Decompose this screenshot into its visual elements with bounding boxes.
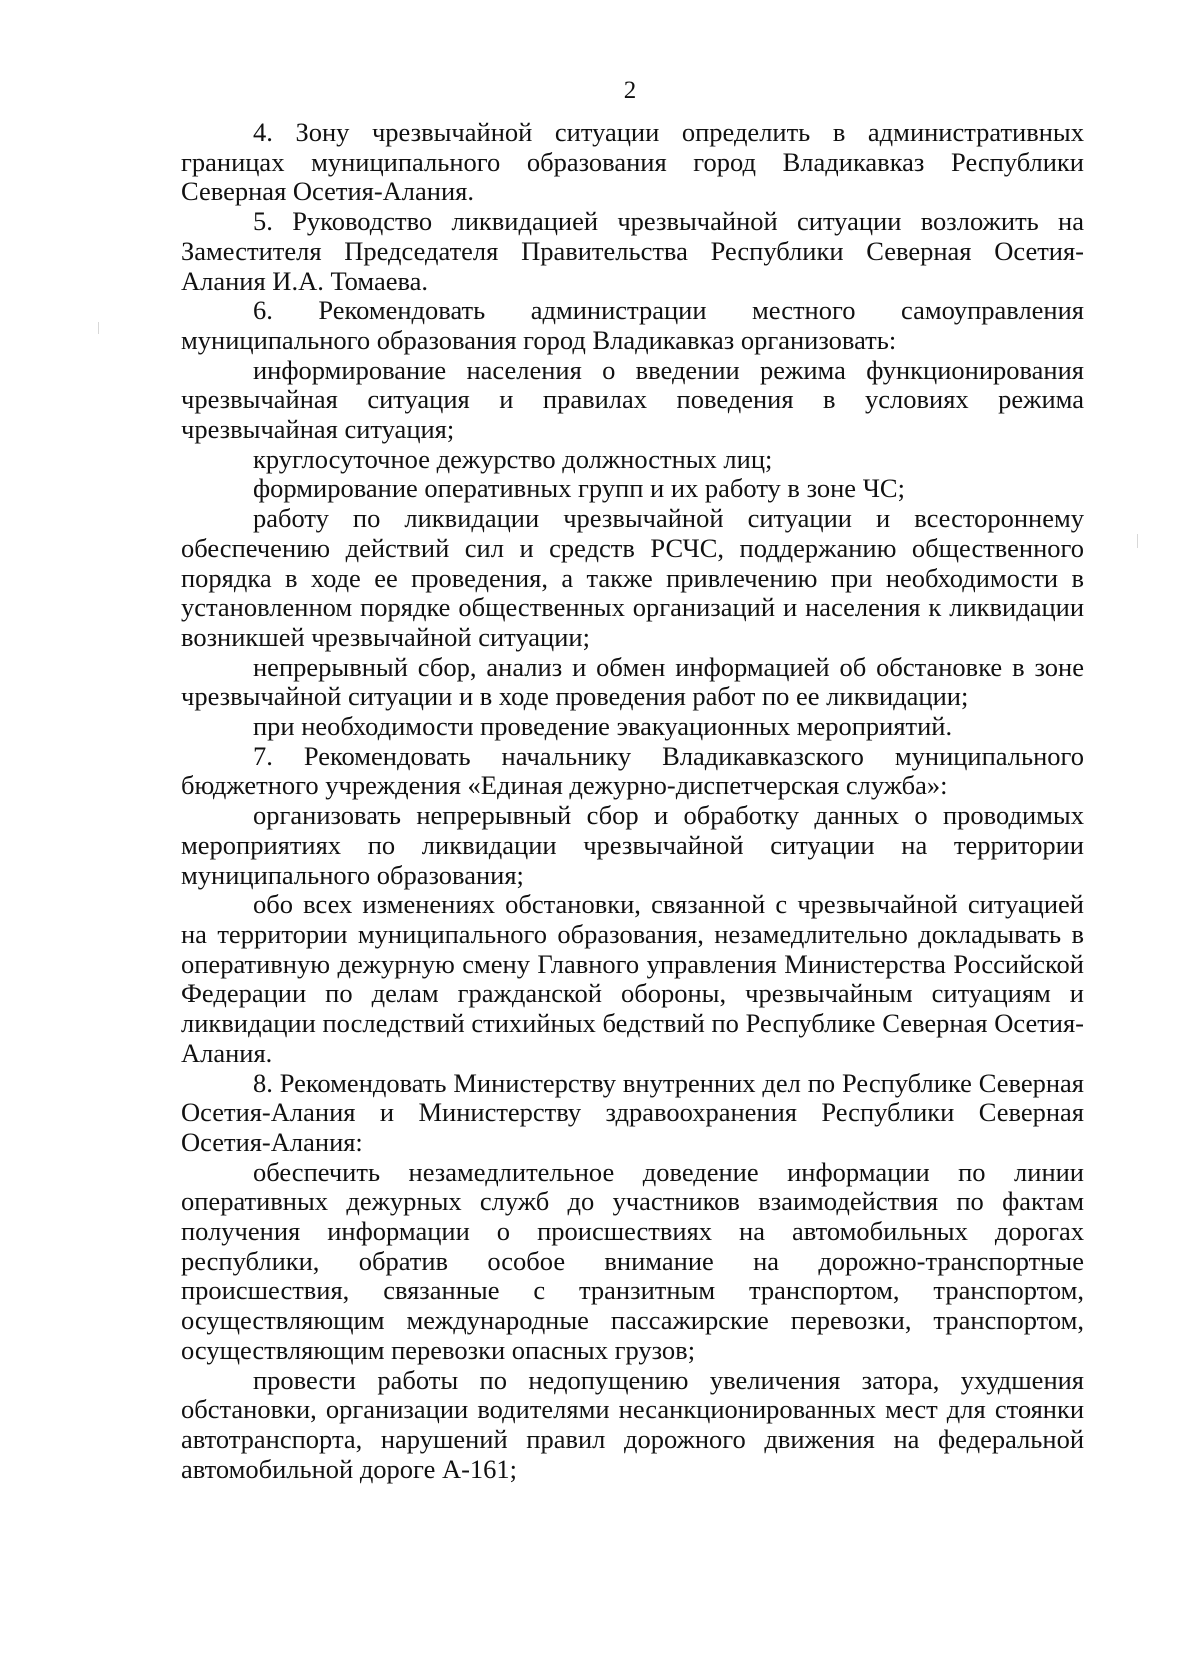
scan-artifact (1137, 534, 1138, 548)
paragraph: 7. Рекомендовать начальнику Владикавказского муниципального бюджетного учреждения «Единая дежурно-диспетчерская служба»: (181, 740, 1084, 801)
paragraph: круглосуточное дежурство должностных лиц; (253, 443, 773, 474)
paragraph: работу по ликвидации чрезвычайной ситуации и всестороннему обеспечению действий сил и средств РСЧС, поддержанию общественного порядка в ходе ее проведения, а также привлечению при необходимости в установленном порядке общественных организаций и населения к ликвидации возникшей чрезвычайной ситуации; (181, 503, 1084, 652)
paragraph: обо всех изменениях обстановки, связанной с чрезвычайной ситуацией на территории муниципального образования, незамедлительно докладывать в оперативную дежурную смену Главного управления Министерства Российской Федерации по делам гражданской обороны, чрезвычайным ситуациям и ликвидации последствий стихийных бедствий по Республике Северная Осетия-Алания. (181, 889, 1084, 1068)
scan-artifact (98, 322, 99, 334)
paragraph: 4. Зону чрезвычайной ситуации определить в административных границах муниципального образования город Владикавказ Республики Северная Осетия-Алания. (181, 117, 1084, 207)
paragraph: информирование населения о введении режима функционирования чрезвычайная ситуация и правилах поведения в условиях режима чрезвычайная ситуация; (181, 354, 1084, 445)
paragraph: 8. Рекомендовать Министерству внутренних дел по Республике Северная Осетия-Алания и Министерству здравоохранения Республики Северная Осетия-Алания: (181, 1067, 1084, 1157)
paragraph: обеспечить незамедлительное доведение информации по линии оперативных дежурных служб до участников взаимодействия по фактам получения информации о происшествиях на автомобильных дорогах республики, обратив особое внимание на дорожно-транспортные происшествия, связанные с транзитным транспортом, транспортом, осуществляющим международные пассажирские перевозки, транспортом, осуществляющим перевозки опасных грузов; (181, 1156, 1084, 1365)
paragraph: 6. Рекомендовать администрации местного самоуправления муниципального образования город Владикавказ организовать: (181, 295, 1084, 355)
paragraph: непрерывный сбор, анализ и обмен информацией об обстановке в зоне чрезвычайной ситуации и в ходе проведения работ по ее ликвидации; (181, 651, 1084, 712)
paragraph: организовать непрерывный сбор и обработку данных о проводимых мероприятиях по ликвидации чрезвычайной ситуации на территории муниципального образования; (181, 800, 1084, 890)
paragraph: при необходимости проведение эвакуационных мероприятий. (253, 711, 953, 742)
paragraph: формирование оперативных групп и их работу в зоне ЧС; (253, 473, 905, 504)
page-number: 2 (623, 77, 637, 104)
document-body (181, 118, 1084, 1484)
paragraph: провести работы по недопущению увеличения затора, ухудшения обстановки, организации водителями несанкционированных мест для стоянки автотранспорта, нарушений правил дорожного движения на федеральной автомобильной дороге А-161; (181, 1364, 1084, 1484)
paragraph: 5. Руководство ликвидацией чрезвычайной ситуации возложить на Заместителя Председателя Правительства Республики Северная Осетия-Алания И.А. Томаева. (181, 206, 1084, 296)
